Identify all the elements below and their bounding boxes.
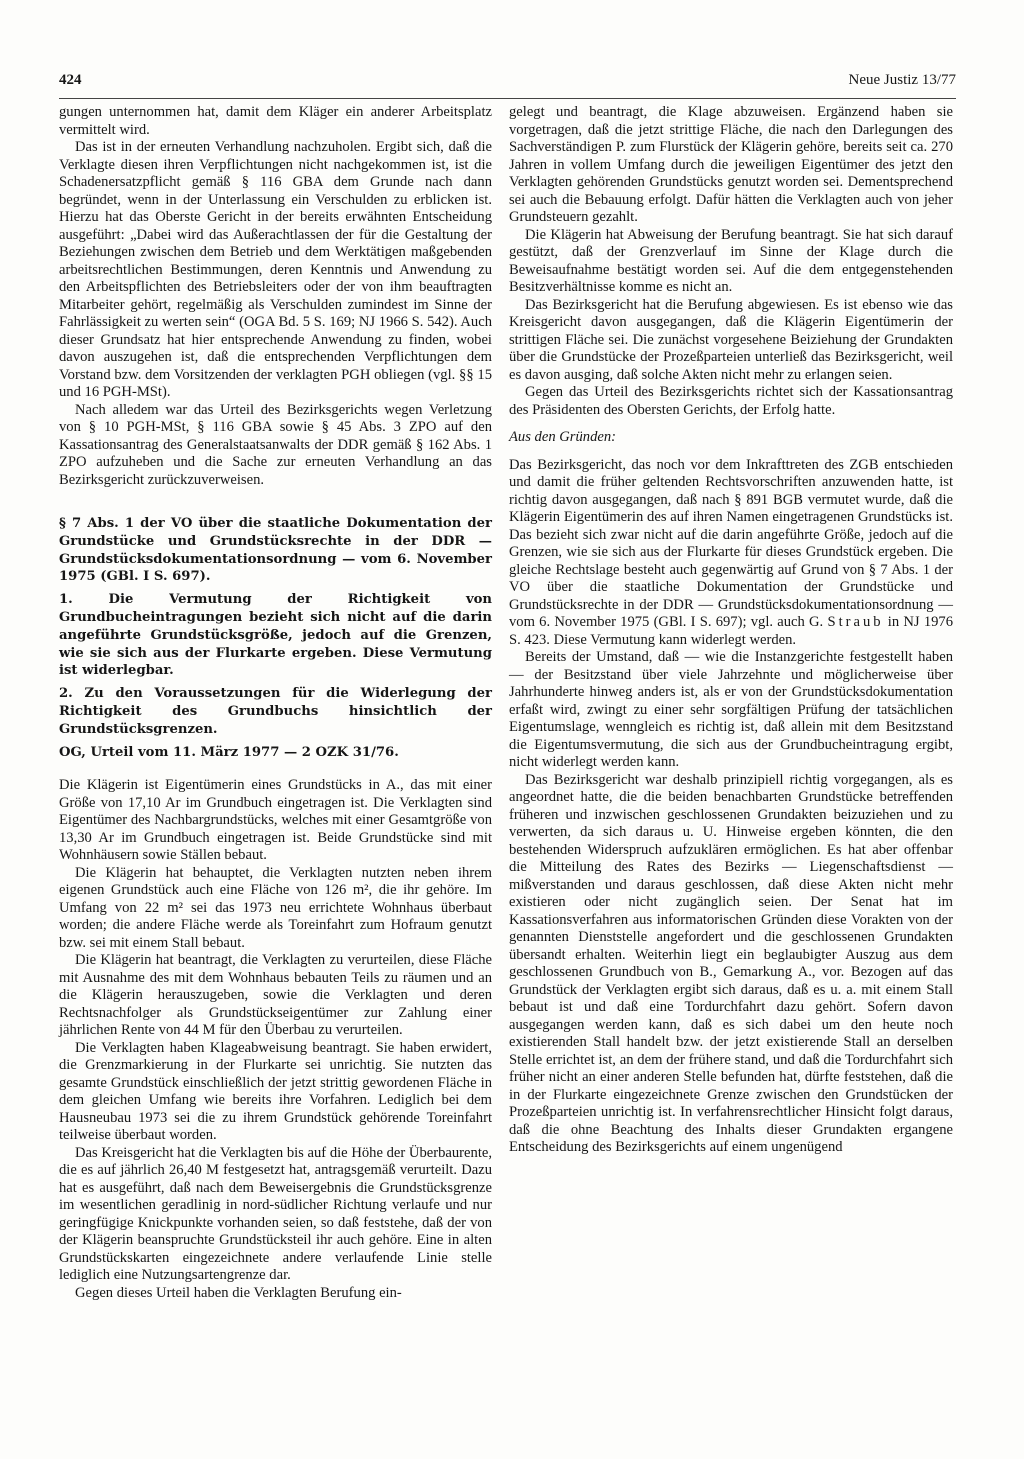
paragraph [509, 457, 953, 650]
paragraph: Nach alledem war das Urteil des Bezirksgerichts wegen Verletzung von § 10 PGH-MSt, § 116 GBA sowie § 45 Abs. 3 ZPO auf den Kassationsantrag des Generalstaatsanwalts der DDR gemäß § 162 Abs. 1 ZPO aufzuheben und die Sache zur erneuten Verhandlung an das Bezirksgericht zurückzuverweisen. [59, 401, 492, 488]
page-header [59, 68, 956, 99]
section-rubric: Aus den Gründen: [509, 429, 617, 445]
journal-title: Neue Justiz 13/77 [848, 72, 956, 88]
paragraph: Die Klägerin hat behauptet, die Verklagten nutzten neben ihrem eigenen Grundstück auch eine Fläche von 126 m², die ihr gehöre. Im Umfang von 22 m² sei das 1973 neu errichtete Wohnhaus überbaut worden; die andere Fläche werde als Toreinfahrt zum Hofraum genutzt bzw. sei mit einem Stall bebaut. [59, 864, 492, 951]
left-column [59, 104, 492, 1302]
paragraph: Das Kreisgericht hat die Verklagten bis auf die Höhe der Überbaurente, die es auf jährlich 26,40 M festgesetzt hat, antragsgemäß verurteilt. Dazu hat es ausgeführt, daß nach dem Beweisergebnis die Grundstücksgrenze im wesentlichen geradlinig in nord-südlicher Richtung verlaufe und nur geringfügige Knickpunkte vorhanden seien, so daß feststehe, daß der von der Klägerin beanspruchte Grundstücksteil ihr auch gehöre. Eine in alten Grundstückskarten eingezeichnete andere verlaufende Linie stelle lediglich eine Nutzungsartengrenze dar. [59, 1144, 492, 1284]
paragraph: gelegt und beantragt, die Klage abzuweisen. Ergänzend haben sie vorgetragen, daß die jetzt strittige Fläche, die nach den Darlegungen des Sachverständigen P. zum Flurstück der Klägerin gehöre, bereits seit ca. 270 Jahren in vollem Umfang durch die jeweiligen Eigentümer des jetzt den Verklagten gehörenden Grundstücks genutzt worden sei. Dementsprechend sei auch die Bebauung erfolgt. Dafür hätten die Verklagten auch von jeher Grundsteuern gezahlt. [509, 104, 953, 225]
paragraph: Das Bezirksgericht hat die Berufung abgewiesen. Es ist ebenso wie das Kreisgericht davon ausgegangen, daß die Klägerin Eigentümerin der strittigen Fläche sei. Die zunächst vorgesehene Beiziehung der Grundakten über die Grundstücke der Prozeßparteien unterließ das Bezirksgericht, weil es davon ausging, daß solche Akten nicht mehr zu erlangen seien. [509, 296, 953, 383]
page-number: 424 [59, 72, 82, 88]
headnote-principle-1: 1. Die Vermutung der Richtigkeit von Grundbucheintragungen bezieht sich nicht auf die darin angeführte Grundstücksgröße, jedoch auf die Grenzen, wie sie sich aus der Flurkarte ergeben. Diese Vermutung ist widerlegbar. [59, 592, 492, 679]
paragraph: Die Klägerin hat beantragt, die Verklagten zu verurteilen, diese Fläche mit Ausnahme des mit dem Wohnhaus bebauten Teils zu räumen und an die Klägerin herauszugeben, sowie die Verklagten und deren Rechtsnachfolger als Grundstückseigentümer zur Zahlung einer jährlichen Rente von 44 M für den Überbau zu verurteilen. [59, 952, 492, 1039]
paragraph: Die Verklagten haben Klageabweisung beantragt. Sie haben erwidert, die Grenzmarkierung in der Flurkarte sei unrichtig. Sie nutzten das gesamte Grundstück einschließlich der jetzt strittig gewordenen Fläche in dem gleichen Umfang wie bereits ihre Vorfahren. Lediglich bei dem Hausneubau 1973 sei die zu ihrem Grundstück gehörende Toreinfahrt teilweise überbaut worden. [59, 1039, 492, 1144]
paragraph: Bereits der Umstand, daß — wie die Instanzgerichte festgestellt haben — der Besitzstand über viele Jahrzehnte und möglicherweise über Jahrhunderte hinweg anders ist, als er von der Grundstücksdokumentation erfaßt wird, zwingt zu einer sehr sorgfältigen Prüfung der tatsächlichen Eigentumslage, wenngleich es richtig ist, daß allein mit dem Besitzstand die Eigentumsvermutung, die sich aus der Grundbucheintragung ergibt, nicht widerlegt werden kann. [509, 649, 953, 770]
paragraph: Gegen das Urteil des Bezirksgerichts richtet sich der Kassationsantrag des Präsidenten des Obersten Gerichts, der Erfolg hatte. [509, 384, 953, 418]
headnote-statute: § 7 Abs. 1 der VO über die staatliche Dokumentation der Grundstücke und Grundstücksrechte in der DDR — Grundstücksdokumentationsordnung — vom 6. November 1975 (GBl. I S. 697). [59, 516, 492, 585]
paragraph-text: Das Bezirksgericht, das noch vor dem Inkrafttreten des ZGB entschieden und damit die früher geltenden Rechtsvorschriften anzuwenden hatte, ist richtig davon ausgegangen, daß nach § 891 BGB vermutet wurde, daß die Klägerin Eigentümerin des auf ihren Namen eingetragenen Grundstücks ist. Das bezieht sich zwar nicht auf die darin angeführte Größe, jedoch auf die Grenzen, wie sie sich aus der Flurkarte für dieses Grundstück ergeben. Die gleiche Rechtslage besteht auch gegenwärtig auf Grund von § 7 Abs. 1 der VO über die staatliche Dokumentation der Grundstücke und Grundstücksrechte in der DDR — Grundstücksdokumentationsordnung — vom 6. November 1975 (GBl. I S. 697); vgl. auch G. [509, 456, 953, 630]
paragraph: Die Klägerin hat Abweisung der Berufung beantragt. Sie hat sich darauf gestützt, daß der Grenzverlauf im Sinne der Klage durch die Beweisaufnahme bestätigt worden sei. Auf die dem entgegenstehenden Besitzverhältnisse komme es nicht an. [509, 226, 953, 295]
headnote-principle-2: 2. Zu den Voraussetzungen für die Widerlegung der Richtigkeit des Grundbuchs hinsichtlich der Grundstücksgrenzen. [59, 686, 492, 737]
paragraph: gungen unternommen hat, damit dem Kläger ein anderer Arbeitsplatz vermittelt wird. [59, 104, 492, 138]
author-name: Straub [827, 614, 884, 630]
paragraph: Das Bezirksgericht war deshalb prinzipiell richtig vorgegangen, als es angeordnet hatte, die die beiden benachbarten Grundstücke betreffenden früheren und inzwischen geschlossenen Grundakten beizuziehen und zu verwerten, da sich daraus u. U. Hinweise ergeben könnten, die den bestehenden Widerspruch aufzuklären ermöglichen. Es hat aber offenbar die Mitteilung des Rates des Bezirks — Liegenschaftsdienst — mißverstanden und daraus geschlossen, daß diese Akten nicht mehr existieren oder nicht zugänglich seien. Der Senat hat im Kassationsverfahren aus informatorischen Gründen diese Vorakten von der genannten Dienststelle angefordert und die geschlossenen Grundakten übersandt erhalten. Weiterhin liegt ein beglaubigter Auszug aus dem geschlossenen Grundbuch von B., Gemarkung A., vor. Bezogen auf das Grundstück der Verklagten ergibt sich daraus, daß es u. a. mit einem Stall bebaut ist und daß eine Tordurchfahrt dazu gehört. Sofern davon ausgegangen werden kann, daß es sich dabei um den heute noch existierenden Stall handelt bzw. der jetzt existierende Stall an derselben Stelle errichtet ist, an dem der frühere stand, und daß die Tordurchfahrt sich früher nicht an einer anderen Stelle befunden hat, dürfte feststehen, daß die in der Flurkarte eingezeichnete Grenze zwischen den Grundstücken der Prozeßparteien unrichtig ist. In verfahrensrechtlicher Hinsicht folgt daraus, daß die ohne Beachtung des Inhalts dieser Grundakten ergangene Entscheidung des Bezirksgerichts auf einem ungenügend [509, 771, 953, 1155]
decision-citation: OG, Urteil vom 11. März 1977 — 2 OZK 31/76. [59, 744, 399, 760]
paragraph: Gegen dieses Urteil haben die Verklagten Berufung ein- [75, 1284, 402, 1301]
right-column [509, 104, 953, 1157]
paragraph: Die Klägerin ist Eigentümerin eines Grundstücks in A., das mit einer Größe von 17,10 Ar im Grundbuch eingetragen ist. Die Verklagten sind Eigentümer des Nachbargrundstücks, welches mit einer Gesamtgröße von 13,30 Ar im Grundbuch eingetragen ist. Beide Grundstücke sind mit Wohnhäusern sowie Ställen bebaut. [59, 777, 492, 864]
paragraph-text: in NJ 1976 S. 423. Diese Vermutung kann widerlegt werden. [509, 614, 954, 648]
paragraph: Das ist in der erneuten Verhandlung nachzuholen. Ergibt sich, daß die Verklagte diesen ihren Verpflichtungen nicht nachgekommen ist, ist die Schadenersatzpflicht gemäß § 116 GBA dem Grunde nach dann begründet, wenn in der Unterlassung ein Verschulden zu erblicken ist. Hierzu hat das Oberste Gericht in der bereits erwähnten Entscheidung ausgeführt: „Dabei wird das Außerachtlassen der für die Gestaltung der Beziehungen zwischen dem Betrieb und dem Werktätigen maßgebenden arbeitsrechtlichen Bestimmungen, deren Kenntnis und Anwendung zu den Arbeitspflichten des Betriebsleiters oder der von ihm beauftragten Mitarbeiter gehört, regelmäßig als Verschulden zumindest im Sinne der Fahrlässigkeit zu werten sein“ (OGA Bd. 5 S. 169; NJ 1966 S. 542). Auch dieser Grundsatz hat hier entsprechende Anwendung zu finden, wobei davon auszugehen ist, daß die entsprechenden Verpflichtungen dem Vorstand bzw. dem Vorsitzenden der verklagten PGH obliegen (vgl. §§ 15 und 16 PGH-MSt). [59, 139, 492, 400]
